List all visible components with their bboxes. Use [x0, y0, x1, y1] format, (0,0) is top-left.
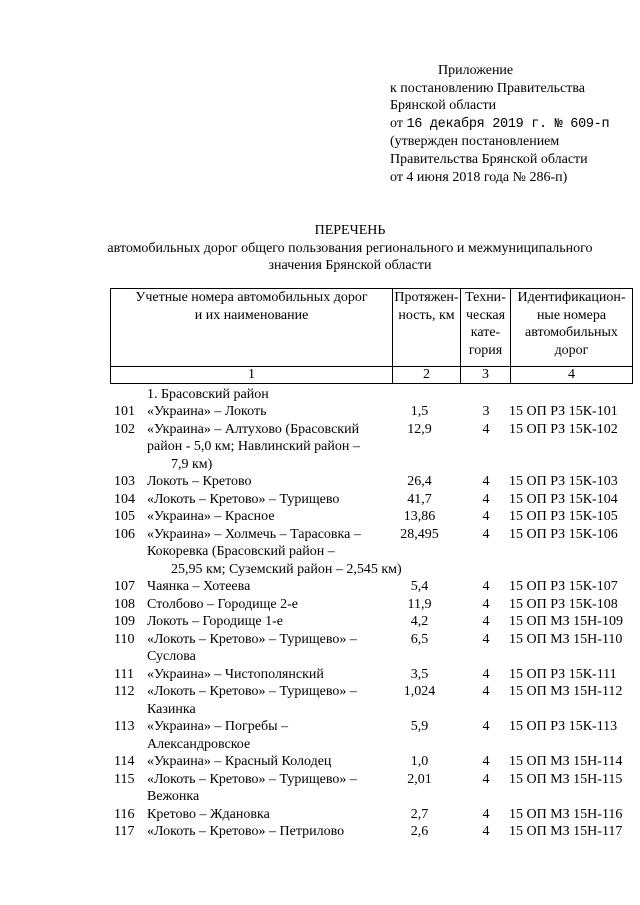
road-number: 117 [114, 824, 135, 839]
road-number: 108 [114, 596, 135, 612]
road-name-line: «Украина» – Алтухово (Брасовский [147, 421, 360, 437]
road-name-line: «Украина» – Локоть [147, 404, 267, 419]
appendix-date-prefix: от [390, 115, 403, 131]
road-name [147, 631, 409, 666]
road-name-line: Вежонка [147, 789, 200, 804]
road-length: 2,7 [410, 806, 429, 822]
road-id: 15 ОП РЗ 15К-113 [509, 719, 618, 734]
road-name [147, 596, 409, 614]
road-name-line: «Локоть – Кретово» – Петрилово [147, 824, 345, 839]
appendix-resolution: к постановлению Правительства [390, 80, 586, 96]
table-row [114, 718, 634, 753]
appendix-region: Брянской области [390, 98, 497, 114]
road-name-line: Суслова [147, 649, 196, 664]
road-number: 114 [114, 754, 135, 769]
road-length: 4,2 [410, 614, 429, 629]
column-number: 4 [511, 367, 633, 384]
road-name-line: Александровское [147, 736, 251, 752]
road-number: 110 [114, 631, 135, 647]
road-number: 107 [114, 579, 135, 594]
road-name-line: Кретово – Ждановка [147, 806, 270, 822]
title-heading: ПЕРЕЧЕНЬ [314, 223, 386, 238]
road-number: 101 [114, 404, 135, 419]
road-name [147, 421, 409, 474]
road-id: 15 ОП МЗ 15Н-116 [509, 806, 623, 822]
road-category: 4 [482, 684, 490, 699]
road-length: 28,495 [400, 526, 439, 542]
column-number: 2 [393, 367, 461, 384]
road-id: 15 ОП МЗ 15Н-112 [509, 684, 623, 699]
road-id: 15 ОП РЗ 15К-106 [509, 526, 618, 542]
table-row [114, 806, 634, 824]
document-title [100, 222, 600, 275]
appendix-block [390, 62, 635, 186]
road-name-line: Локоть – Городище 1-е [147, 614, 284, 629]
roads-table-header [110, 288, 633, 384]
road-number: 113 [114, 719, 135, 734]
road-category: 4 [482, 824, 490, 839]
road-name-line: Чаянка – Хотеева [147, 579, 251, 594]
road-name-line: «Локоть – Кретово» – Турищево» – [147, 684, 357, 699]
road-name [147, 508, 409, 526]
road-name-line: район - 5,0 км; Навлинский район – [147, 439, 360, 454]
road-id: 15 ОП РЗ 15К-101 [509, 404, 618, 419]
road-length: 2,6 [410, 824, 429, 839]
road-category: 4 [482, 596, 490, 612]
table-row [114, 613, 634, 631]
road-id: 15 ОП РЗ 15К-105 [509, 509, 618, 524]
appendix-label: Приложение [438, 63, 514, 78]
road-name-line: Казинка [147, 701, 196, 717]
table-row [114, 666, 634, 684]
road-name-line: «Украина» – Погребы – [147, 719, 288, 734]
road-name [147, 753, 409, 771]
road-number: 105 [114, 509, 135, 524]
road-category: 4 [482, 474, 490, 489]
road-name [147, 473, 409, 491]
table-row [114, 596, 634, 614]
road-id: 15 ОП МЗ 15Н-109 [509, 614, 623, 629]
road-id: 15 ОП МЗ 15Н-114 [509, 754, 623, 769]
header-category: Техни- ческая кате- гория [461, 289, 511, 367]
road-number: 102 [114, 421, 135, 437]
road-length: 12,9 [407, 421, 432, 437]
table-row [114, 491, 634, 509]
road-category: 4 [482, 771, 490, 787]
road-category: 4 [482, 491, 490, 507]
road-name [147, 771, 409, 806]
road-id: 15 ОП РЗ 15К-102 [509, 421, 618, 437]
road-name-line: Кокоревка (Брасовский район – [147, 544, 335, 559]
column-number: 1 [111, 367, 393, 384]
road-name [147, 613, 409, 631]
road-name [147, 823, 409, 841]
road-name [147, 403, 409, 421]
table-row [114, 508, 634, 526]
road-number: 103 [114, 474, 135, 489]
table-row [114, 526, 634, 579]
table-row [114, 473, 634, 491]
road-id: 15 ОП РЗ 15К-103 [509, 474, 618, 489]
road-category: 4 [482, 666, 490, 682]
road-category: 3 [482, 404, 490, 419]
road-id: 15 ОП РЗ 15К-111 [509, 666, 617, 682]
road-length: 13,86 [403, 509, 436, 524]
road-name [147, 526, 409, 579]
road-length: 41,7 [407, 491, 432, 507]
road-id: 15 ОП МЗ 15Н-117 [509, 824, 623, 839]
column-number: 3 [461, 367, 511, 384]
road-length: 11,9 [407, 596, 432, 612]
road-length: 3,5 [410, 666, 429, 682]
road-name-line: «Украина» – Чистополянский [147, 666, 324, 682]
road-category: 4 [482, 579, 490, 594]
table-row [114, 753, 634, 771]
road-number: 112 [114, 684, 135, 699]
table-row [114, 631, 634, 666]
header-length: Протяжен- ность, км [393, 289, 461, 367]
header-name: Учетные номера автомобильных дорог и их наименование [111, 289, 393, 367]
road-category: 4 [482, 614, 490, 629]
road-length: 26,4 [407, 474, 432, 489]
road-id: 15 ОП МЗ 15Н-115 [509, 771, 623, 787]
road-id: 15 ОП РЗ 15К-108 [509, 596, 618, 612]
road-name-line: Столбово – Городище 2-е [147, 596, 298, 612]
appendix-original-date: от 4 июня 2018 года № 286-п) [390, 169, 568, 185]
road-name [147, 718, 409, 753]
title-line-2: значения Брянской области [268, 258, 432, 273]
road-number: 109 [114, 614, 135, 629]
road-name [147, 666, 409, 684]
appendix-approved: (утвержден постановлением [390, 134, 560, 150]
road-number: 104 [114, 491, 135, 507]
road-name-line: «Украина» – Красный Колодец [147, 754, 332, 769]
road-category: 4 [482, 509, 490, 524]
road-name-line: «Украина» – Холмечь – Тарасовка – [147, 526, 361, 542]
road-length: 6,5 [410, 631, 429, 647]
road-category: 4 [482, 526, 490, 542]
road-length: 1,024 [403, 684, 436, 699]
road-length: 5,9 [410, 719, 429, 734]
road-length: 1,5 [410, 404, 429, 419]
road-name-line: «Локоть – Кретово» – Турищево» – [147, 771, 357, 787]
table-row [114, 421, 634, 474]
road-category: 4 [482, 754, 490, 769]
road-number: 106 [114, 526, 135, 542]
road-name [147, 806, 409, 824]
road-name-line: «Украина» – Красное [147, 509, 275, 524]
appendix-date-number: 16 декабря 2019 г. № 609-п [406, 116, 610, 132]
road-number: 116 [114, 806, 135, 822]
district-heading: 1. Брасовский район [147, 387, 269, 402]
road-length: 1,0 [410, 754, 429, 769]
road-number: 111 [114, 666, 134, 682]
road-length: 5,4 [410, 579, 429, 594]
road-length: 2,01 [407, 771, 432, 787]
table-row [114, 578, 634, 596]
road-name-line: «Локоть – Кретово» – Турищево [147, 491, 340, 507]
road-name-line: «Локоть – Кретово» – Турищево» – [147, 631, 357, 647]
road-id: 15 ОП РЗ 15К-104 [509, 491, 618, 507]
header-id: Идентификацион- ные номера автомобильных дорог [511, 289, 633, 367]
road-category: 4 [482, 719, 490, 734]
road-name [147, 683, 409, 718]
table-row [114, 823, 634, 841]
road-name [147, 578, 409, 596]
road-name-line: 7,9 км) [171, 456, 213, 472]
table-row [114, 683, 634, 718]
road-category: 4 [482, 631, 490, 647]
road-name-line: 25,95 км; Суземский район – 2,545 км) [171, 561, 402, 577]
title-line-1: автомобильных дорог общего пользования регионального и межмуниципального [107, 240, 593, 256]
table-row [114, 403, 634, 421]
road-name [147, 491, 409, 509]
road-number: 115 [114, 771, 135, 787]
road-id: 15 ОП МЗ 15Н-110 [509, 631, 623, 647]
road-category: 4 [482, 421, 490, 437]
roads-list [114, 386, 634, 841]
road-name-line: Локоть – Кретово [147, 474, 252, 489]
road-category: 4 [482, 806, 490, 822]
appendix-government: Правительства Брянской области [390, 151, 588, 167]
table-row [114, 771, 634, 806]
road-id: 15 ОП РЗ 15К-107 [509, 579, 618, 594]
appendix-date-line [390, 115, 635, 134]
